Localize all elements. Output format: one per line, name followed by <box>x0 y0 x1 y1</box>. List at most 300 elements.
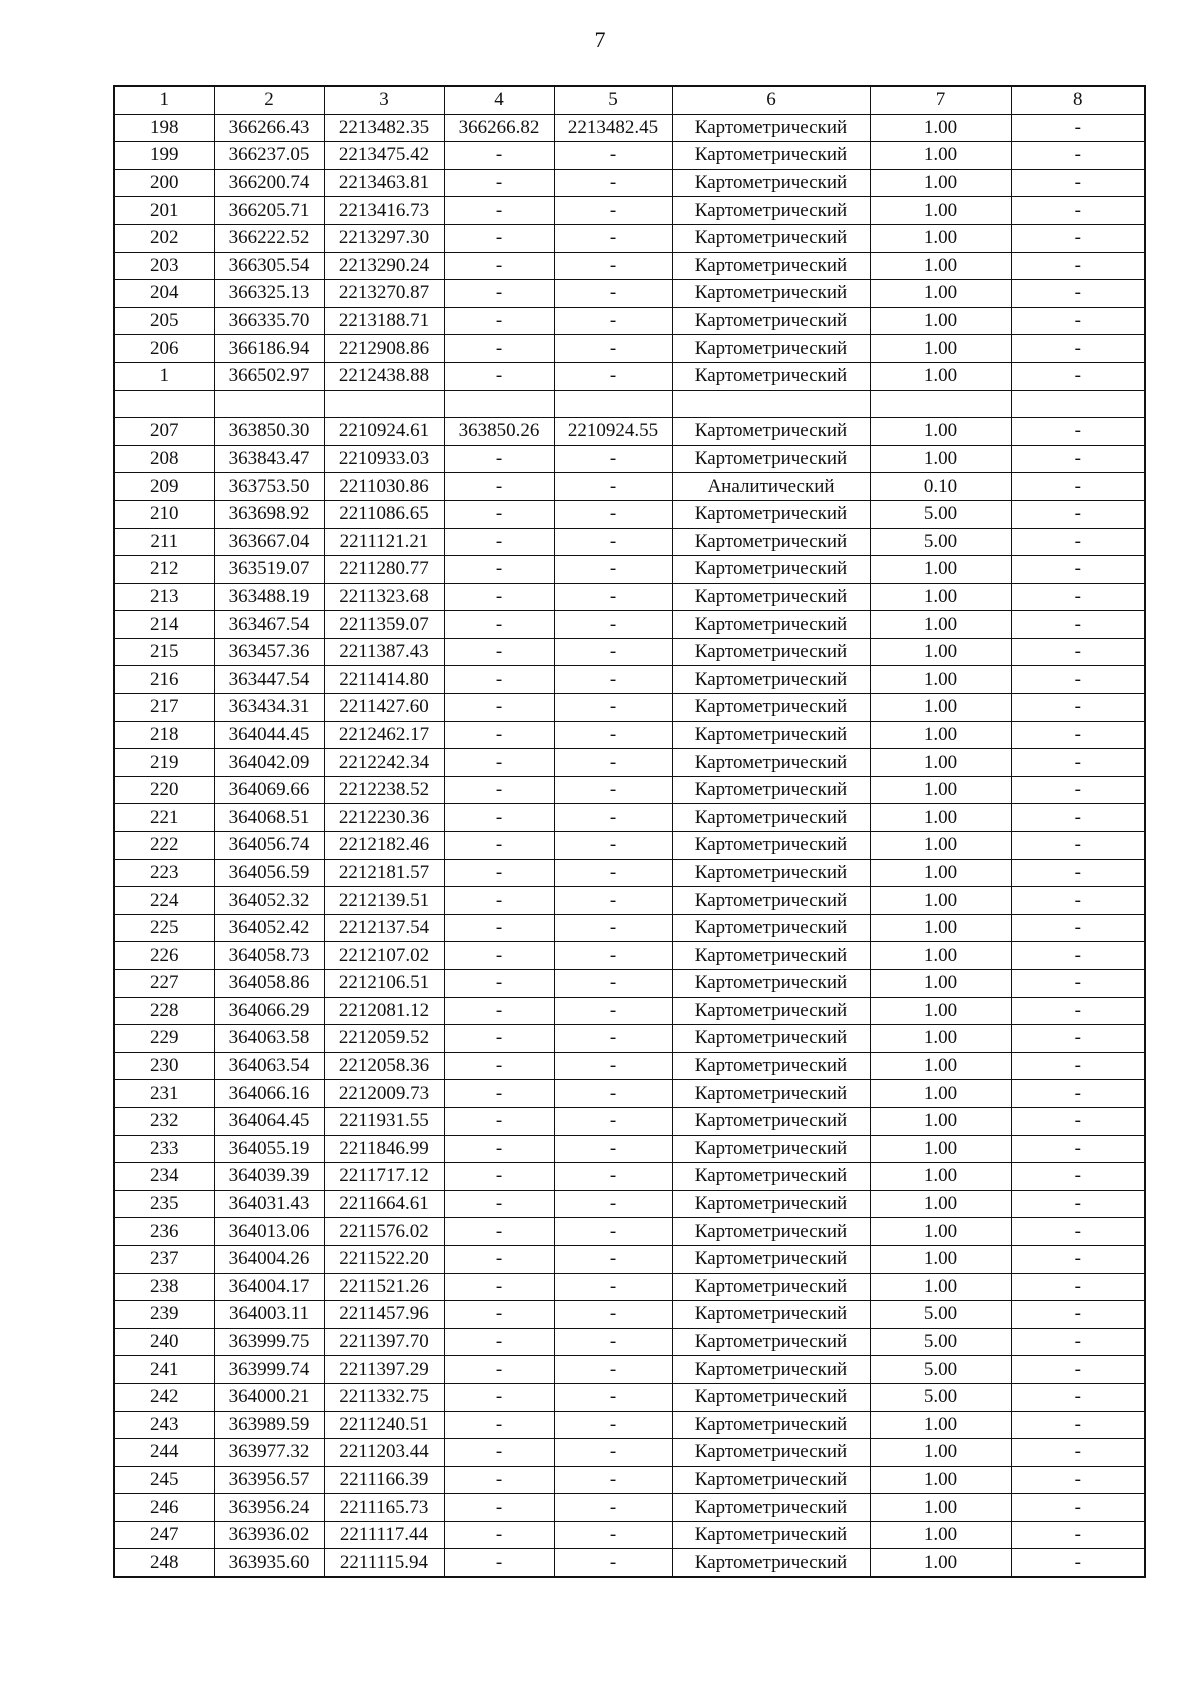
point-number-cell: 224 <box>114 887 214 915</box>
note-cell: - <box>1011 1190 1145 1218</box>
table-row <box>114 970 1145 998</box>
method-cell: Картометрический <box>672 142 870 170</box>
table-row <box>114 1052 1145 1080</box>
point-number-cell: 234 <box>114 1163 214 1191</box>
table-row <box>114 362 1145 390</box>
y-coord-alt-cell: - <box>554 776 672 804</box>
point-number-cell: 233 <box>114 1135 214 1163</box>
accuracy-cell: 1.00 <box>870 832 1011 860</box>
note-cell: - <box>1011 1411 1145 1439</box>
y-coord-alt-cell: - <box>554 1383 672 1411</box>
x-coord-cell: 363447.54 <box>214 666 324 694</box>
y-coord-cell: 2211165.73 <box>324 1494 444 1522</box>
y-coord-alt-cell: - <box>554 1135 672 1163</box>
y-coord-cell: 2211717.12 <box>324 1163 444 1191</box>
accuracy-cell: 1.00 <box>870 280 1011 308</box>
method-cell: Картометрический <box>672 1328 870 1356</box>
method-cell: Картометрический <box>672 1080 870 1108</box>
x-coord-cell: 364058.86 <box>214 970 324 998</box>
point-number-cell: 218 <box>114 721 214 749</box>
table-row <box>114 1301 1145 1329</box>
x-coord-alt-cell: - <box>444 1080 554 1108</box>
y-coord-cell: 2211086.65 <box>324 500 444 528</box>
x-coord-alt-cell: - <box>444 1466 554 1494</box>
x-coord-alt-cell: - <box>444 142 554 170</box>
x-coord-cell: 363488.19 <box>214 583 324 611</box>
accuracy-cell: 1.00 <box>870 804 1011 832</box>
x-coord-cell: 363956.57 <box>214 1466 324 1494</box>
x-coord-alt-cell: - <box>444 197 554 225</box>
table-row <box>114 1521 1145 1549</box>
x-coord-cell: 364052.32 <box>214 887 324 915</box>
accuracy-cell: 0.10 <box>870 473 1011 501</box>
note-cell: - <box>1011 445 1145 473</box>
y-coord-cell: 2212908.86 <box>324 335 444 363</box>
point-number-cell: 1 <box>114 362 214 390</box>
accuracy-cell: 1.00 <box>870 721 1011 749</box>
note-cell <box>1011 390 1145 418</box>
method-cell: Картометрический <box>672 500 870 528</box>
x-coord-cell: 364031.43 <box>214 1190 324 1218</box>
x-coord-cell: 364056.59 <box>214 859 324 887</box>
x-coord-cell: 363989.59 <box>214 1411 324 1439</box>
method-cell: Картометрический <box>672 970 870 998</box>
y-coord-cell: 2211931.55 <box>324 1107 444 1135</box>
y-coord-alt-cell: - <box>554 721 672 749</box>
note-cell: - <box>1011 1163 1145 1191</box>
y-coord-cell: 2211397.70 <box>324 1328 444 1356</box>
table-row <box>114 914 1145 942</box>
method-cell: Картометрический <box>672 1356 870 1384</box>
note-cell: - <box>1011 1521 1145 1549</box>
y-coord-alt-cell: - <box>554 1273 672 1301</box>
method-cell: Картометрический <box>672 583 870 611</box>
point-number-cell: 201 <box>114 197 214 225</box>
x-coord-cell: 366502.97 <box>214 362 324 390</box>
accuracy-cell: 1.00 <box>870 252 1011 280</box>
y-coord-cell: 2213297.30 <box>324 224 444 252</box>
method-cell: Картометрический <box>672 832 870 860</box>
accuracy-cell: 5.00 <box>870 528 1011 556</box>
table-row <box>114 776 1145 804</box>
y-coord-alt-cell: - <box>554 804 672 832</box>
y-coord-alt-cell: - <box>554 1025 672 1053</box>
note-cell: - <box>1011 1356 1145 1384</box>
x-coord-cell: 364055.19 <box>214 1135 324 1163</box>
table-row <box>114 1356 1145 1384</box>
table-row <box>114 859 1145 887</box>
note-cell: - <box>1011 142 1145 170</box>
point-number-cell: 207 <box>114 418 214 446</box>
y-coord-alt-cell: - <box>554 1411 672 1439</box>
table-row <box>114 418 1145 446</box>
x-coord-cell: 364044.45 <box>214 721 324 749</box>
x-coord-alt-cell: - <box>444 721 554 749</box>
table-row <box>114 1466 1145 1494</box>
column-header-7: 7 <box>870 86 1011 114</box>
method-cell: Картометрический <box>672 804 870 832</box>
x-coord-alt-cell: - <box>444 970 554 998</box>
accuracy-cell: 1.00 <box>870 1466 1011 1494</box>
y-coord-cell: 2211359.07 <box>324 611 444 639</box>
accuracy-cell: 1.00 <box>870 887 1011 915</box>
y-coord-cell: 2211166.39 <box>324 1466 444 1494</box>
note-cell: - <box>1011 611 1145 639</box>
column-header-6: 6 <box>672 86 870 114</box>
note-cell: - <box>1011 970 1145 998</box>
table-row <box>114 694 1145 722</box>
y-coord-cell: 2211457.96 <box>324 1301 444 1329</box>
x-coord-alt-cell: - <box>444 832 554 860</box>
table-row <box>114 169 1145 197</box>
y-coord-alt-cell: - <box>554 280 672 308</box>
y-coord-alt-cell: - <box>554 473 672 501</box>
x-coord-cell: 366335.70 <box>214 307 324 335</box>
table-row <box>114 942 1145 970</box>
point-number-cell: 221 <box>114 804 214 832</box>
accuracy-cell: 1.00 <box>870 142 1011 170</box>
y-coord-alt-cell: - <box>554 335 672 363</box>
method-cell: Картометрический <box>672 307 870 335</box>
accuracy-cell: 1.00 <box>870 197 1011 225</box>
y-coord-cell: 2212230.36 <box>324 804 444 832</box>
note-cell: - <box>1011 942 1145 970</box>
method-cell: Картометрический <box>672 1494 870 1522</box>
accuracy-cell: 1.00 <box>870 362 1011 390</box>
y-coord-alt-cell: - <box>554 362 672 390</box>
method-cell: Картометрический <box>672 1052 870 1080</box>
accuracy-cell: 1.00 <box>870 1025 1011 1053</box>
x-coord-alt-cell: - <box>444 252 554 280</box>
x-coord-cell: 364056.74 <box>214 832 324 860</box>
x-coord-alt-cell: - <box>444 1521 554 1549</box>
y-coord-alt-cell: - <box>554 1190 672 1218</box>
y-coord-cell: 2211414.80 <box>324 666 444 694</box>
y-coord-cell: 2212009.73 <box>324 1080 444 1108</box>
x-coord-cell: 364064.45 <box>214 1107 324 1135</box>
note-cell: - <box>1011 1494 1145 1522</box>
method-cell: Картометрический <box>672 776 870 804</box>
method-cell: Картометрический <box>672 445 870 473</box>
y-coord-cell: 2213475.42 <box>324 142 444 170</box>
x-coord-alt-cell: - <box>444 307 554 335</box>
x-coord-cell: 364004.26 <box>214 1245 324 1273</box>
accuracy-cell: 1.00 <box>870 859 1011 887</box>
accuracy-cell: 1.00 <box>870 1163 1011 1191</box>
note-cell: - <box>1011 280 1145 308</box>
y-coord-alt-cell: - <box>554 694 672 722</box>
point-number-cell: 240 <box>114 1328 214 1356</box>
x-coord-alt-cell: - <box>444 280 554 308</box>
table-row <box>114 1163 1145 1191</box>
point-number-cell <box>114 390 214 418</box>
method-cell: Картометрический <box>672 694 870 722</box>
table-row <box>114 638 1145 666</box>
x-coord-cell: 363434.31 <box>214 694 324 722</box>
table-row <box>114 1273 1145 1301</box>
y-coord-alt-cell: - <box>554 970 672 998</box>
table-row <box>114 997 1145 1025</box>
y-coord-alt-cell: - <box>554 942 672 970</box>
x-coord-cell: 363977.32 <box>214 1439 324 1467</box>
y-coord-alt-cell: 2213482.45 <box>554 114 672 142</box>
x-coord-alt-cell <box>444 390 554 418</box>
point-number-cell: 246 <box>114 1494 214 1522</box>
x-coord-alt-cell: - <box>444 556 554 584</box>
accuracy-cell: 5.00 <box>870 1328 1011 1356</box>
x-coord-alt-cell: - <box>444 1411 554 1439</box>
table-row <box>114 252 1145 280</box>
point-number-cell: 199 <box>114 142 214 170</box>
column-header-4: 4 <box>444 86 554 114</box>
x-coord-alt-cell: - <box>444 914 554 942</box>
x-coord-alt-cell: 363850.26 <box>444 418 554 446</box>
method-cell: Картометрический <box>672 1163 870 1191</box>
note-cell: - <box>1011 169 1145 197</box>
note-cell: - <box>1011 1080 1145 1108</box>
y-coord-alt-cell: - <box>554 1549 672 1577</box>
accuracy-cell: 1.00 <box>870 666 1011 694</box>
point-number-cell: 237 <box>114 1245 214 1273</box>
note-cell: - <box>1011 1025 1145 1053</box>
note-cell: - <box>1011 1273 1145 1301</box>
y-coord-cell: 2211117.44 <box>324 1521 444 1549</box>
accuracy-cell: 5.00 <box>870 1301 1011 1329</box>
y-coord-cell: 2212438.88 <box>324 362 444 390</box>
x-coord-alt-cell: - <box>444 1356 554 1384</box>
point-number-cell: 198 <box>114 114 214 142</box>
x-coord-cell: 364058.73 <box>214 942 324 970</box>
accuracy-cell: 1.00 <box>870 638 1011 666</box>
accuracy-cell: 1.00 <box>870 114 1011 142</box>
y-coord-cell: 2211397.29 <box>324 1356 444 1384</box>
x-coord-cell: 364066.16 <box>214 1080 324 1108</box>
x-coord-alt-cell: - <box>444 1549 554 1577</box>
method-cell: Картометрический <box>672 914 870 942</box>
method-cell: Картометрический <box>672 1190 870 1218</box>
note-cell: - <box>1011 1218 1145 1246</box>
method-cell: Картометрический <box>672 1025 870 1053</box>
x-coord-alt-cell: - <box>444 1245 554 1273</box>
note-cell: - <box>1011 997 1145 1025</box>
note-cell: - <box>1011 914 1145 942</box>
y-coord-alt-cell: - <box>554 252 672 280</box>
x-coord-alt-cell: 366266.82 <box>444 114 554 142</box>
y-coord-alt-cell: - <box>554 666 672 694</box>
point-number-cell: 206 <box>114 335 214 363</box>
table-row <box>114 1439 1145 1467</box>
table-row <box>114 556 1145 584</box>
method-cell: Картометрический <box>672 1549 870 1577</box>
y-coord-cell: 2213290.24 <box>324 252 444 280</box>
point-number-cell: 226 <box>114 942 214 970</box>
y-coord-cell: 2211323.68 <box>324 583 444 611</box>
x-coord-cell: 363936.02 <box>214 1521 324 1549</box>
y-coord-cell: 2212137.54 <box>324 914 444 942</box>
point-number-cell: 227 <box>114 970 214 998</box>
method-cell: Картометрический <box>672 169 870 197</box>
y-coord-cell: 2213463.81 <box>324 169 444 197</box>
accuracy-cell: 1.00 <box>870 1494 1011 1522</box>
y-coord-cell: 2210933.03 <box>324 445 444 473</box>
y-coord-cell: 2212058.36 <box>324 1052 444 1080</box>
method-cell: Картометрический <box>672 280 870 308</box>
y-coord-cell: 2211576.02 <box>324 1218 444 1246</box>
table-header-row <box>114 86 1145 114</box>
point-number-cell: 219 <box>114 749 214 777</box>
point-number-cell: 216 <box>114 666 214 694</box>
x-coord-alt-cell: - <box>444 942 554 970</box>
y-coord-cell: 2211280.77 <box>324 556 444 584</box>
method-cell: Картометрический <box>672 335 870 363</box>
method-cell: Картометрический <box>672 638 870 666</box>
note-cell: - <box>1011 1383 1145 1411</box>
x-coord-cell: 364068.51 <box>214 804 324 832</box>
point-number-cell: 247 <box>114 1521 214 1549</box>
page-number: 7 <box>594 27 606 52</box>
y-coord-alt-cell: - <box>554 1328 672 1356</box>
method-cell: Картометрический <box>672 1411 870 1439</box>
table-row <box>114 804 1145 832</box>
accuracy-cell: 1.00 <box>870 583 1011 611</box>
method-cell: Картометрический <box>672 1245 870 1273</box>
y-coord-cell: 2212139.51 <box>324 887 444 915</box>
accuracy-cell: 1.00 <box>870 307 1011 335</box>
point-number-cell: 223 <box>114 859 214 887</box>
x-coord-alt-cell: - <box>444 1163 554 1191</box>
y-coord-alt-cell: - <box>554 445 672 473</box>
note-cell: - <box>1011 887 1145 915</box>
x-coord-alt-cell: - <box>444 997 554 1025</box>
accuracy-cell: 5.00 <box>870 1356 1011 1384</box>
note-cell: - <box>1011 556 1145 584</box>
y-coord-alt-cell: - <box>554 556 672 584</box>
note-cell: - <box>1011 500 1145 528</box>
y-coord-cell: 2210924.61 <box>324 418 444 446</box>
method-cell: Картометрический <box>672 1218 870 1246</box>
y-coord-alt-cell: - <box>554 859 672 887</box>
x-coord-alt-cell: - <box>444 1025 554 1053</box>
note-cell: - <box>1011 1549 1145 1577</box>
accuracy-cell: 1.00 <box>870 1549 1011 1577</box>
method-cell: Картометрический <box>672 556 870 584</box>
accuracy-cell: 1.00 <box>870 611 1011 639</box>
accuracy-cell: 1.00 <box>870 335 1011 363</box>
y-coord-cell: 2211846.99 <box>324 1135 444 1163</box>
y-coord-cell: 2213188.71 <box>324 307 444 335</box>
table-row <box>114 611 1145 639</box>
point-number-cell: 231 <box>114 1080 214 1108</box>
y-coord-cell: 2211115.94 <box>324 1549 444 1577</box>
method-cell: Картометрический <box>672 1383 870 1411</box>
point-number-cell: 209 <box>114 473 214 501</box>
x-coord-cell: 364039.39 <box>214 1163 324 1191</box>
y-coord-cell <box>324 390 444 418</box>
table-row <box>114 1218 1145 1246</box>
y-coord-cell: 2211522.20 <box>324 1245 444 1273</box>
table-row <box>114 335 1145 363</box>
table-row <box>114 887 1145 915</box>
accuracy-cell <box>870 390 1011 418</box>
note-cell: - <box>1011 528 1145 556</box>
point-number-cell: 244 <box>114 1439 214 1467</box>
method-cell: Картометрический <box>672 997 870 1025</box>
y-coord-cell: 2212462.17 <box>324 721 444 749</box>
x-coord-cell: 363999.75 <box>214 1328 324 1356</box>
coordinates-table <box>113 85 1146 1578</box>
note-cell: - <box>1011 252 1145 280</box>
x-coord-alt-cell: - <box>444 583 554 611</box>
y-coord-alt-cell: - <box>554 749 672 777</box>
x-coord-alt-cell: - <box>444 1107 554 1135</box>
accuracy-cell: 1.00 <box>870 1521 1011 1549</box>
x-coord-cell: 364069.66 <box>214 776 324 804</box>
y-coord-cell: 2211121.21 <box>324 528 444 556</box>
x-coord-alt-cell: - <box>444 1328 554 1356</box>
x-coord-cell: 363698.92 <box>214 500 324 528</box>
x-coord-cell: 364013.06 <box>214 1218 324 1246</box>
y-coord-alt-cell: - <box>554 142 672 170</box>
y-coord-alt-cell: - <box>554 1107 672 1135</box>
accuracy-cell: 1.00 <box>870 914 1011 942</box>
accuracy-cell: 1.00 <box>870 749 1011 777</box>
x-coord-cell: 364004.17 <box>214 1273 324 1301</box>
method-cell: Картометрический <box>672 1107 870 1135</box>
point-number-cell: 208 <box>114 445 214 473</box>
x-coord-cell <box>214 390 324 418</box>
y-coord-cell: 2213416.73 <box>324 197 444 225</box>
accuracy-cell: 1.00 <box>870 169 1011 197</box>
method-cell: Картометрический <box>672 224 870 252</box>
accuracy-cell: 1.00 <box>870 1190 1011 1218</box>
point-number-cell: 202 <box>114 224 214 252</box>
x-coord-alt-cell: - <box>444 887 554 915</box>
y-coord-alt-cell: - <box>554 1439 672 1467</box>
note-cell: - <box>1011 694 1145 722</box>
x-coord-alt-cell: - <box>444 804 554 832</box>
note-cell: - <box>1011 362 1145 390</box>
accuracy-cell: 1.00 <box>870 1273 1011 1301</box>
method-cell: Картометрический <box>672 1301 870 1329</box>
method-cell: Картометрический <box>672 114 870 142</box>
y-coord-alt-cell: - <box>554 1052 672 1080</box>
point-number-cell: 229 <box>114 1025 214 1053</box>
x-coord-cell: 366266.43 <box>214 114 324 142</box>
accuracy-cell: 1.00 <box>870 1218 1011 1246</box>
note-cell: - <box>1011 307 1145 335</box>
x-coord-cell: 364000.21 <box>214 1383 324 1411</box>
y-coord-alt-cell: - <box>554 638 672 666</box>
x-coord-alt-cell: - <box>444 638 554 666</box>
x-coord-cell: 366325.13 <box>214 280 324 308</box>
table-row <box>114 1494 1145 1522</box>
accuracy-cell: 1.00 <box>870 1245 1011 1273</box>
x-coord-cell: 366200.74 <box>214 169 324 197</box>
y-coord-cell: 2211387.43 <box>324 638 444 666</box>
table-row <box>114 114 1145 142</box>
x-coord-alt-cell: - <box>444 611 554 639</box>
y-coord-alt-cell: - <box>554 1466 672 1494</box>
accuracy-cell: 1.00 <box>870 418 1011 446</box>
method-cell: Картометрический <box>672 859 870 887</box>
table-row <box>114 1328 1145 1356</box>
point-number-cell: 222 <box>114 832 214 860</box>
x-coord-alt-cell: - <box>444 362 554 390</box>
x-coord-cell: 366237.05 <box>214 142 324 170</box>
table-row <box>114 528 1145 556</box>
y-coord-cell: 2213482.35 <box>324 114 444 142</box>
method-cell <box>672 390 870 418</box>
